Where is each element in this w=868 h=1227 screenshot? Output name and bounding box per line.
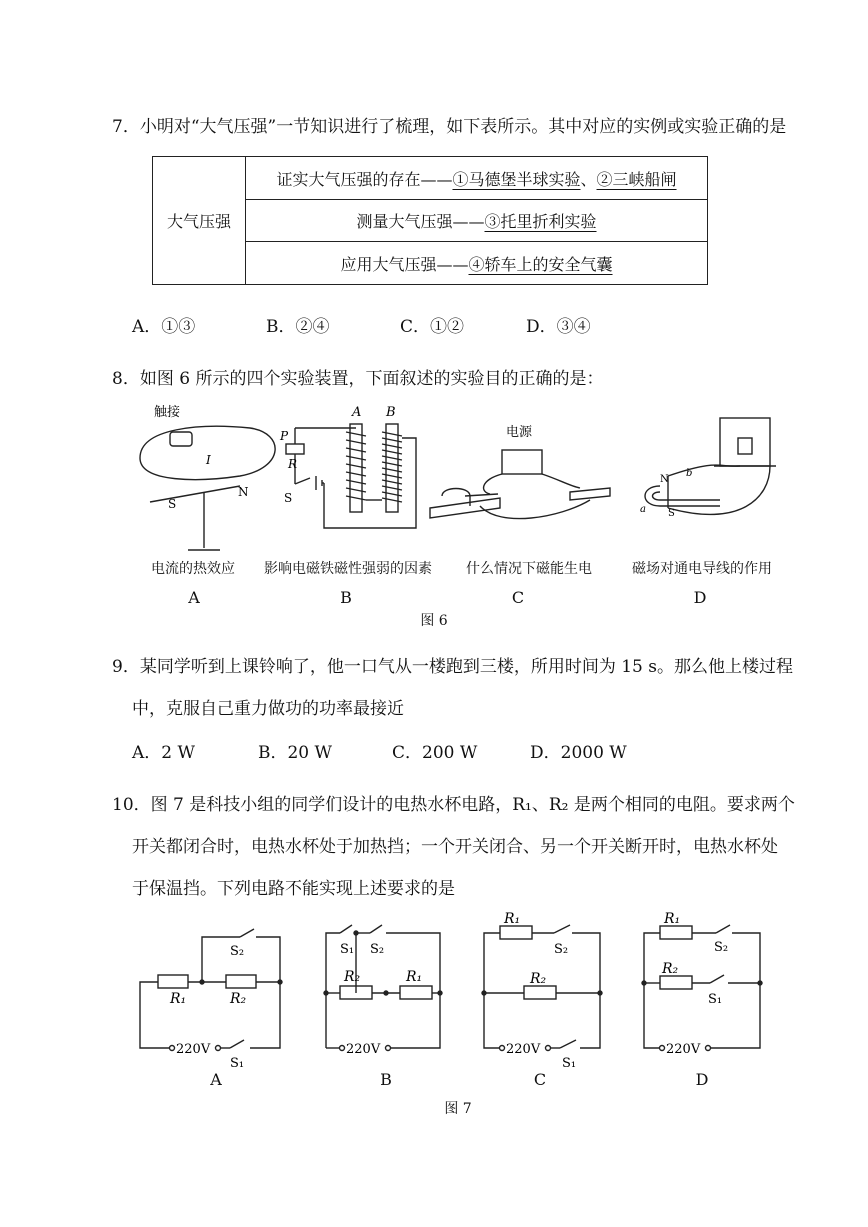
circuit-a-r1-label: R₁ [170, 991, 187, 1007]
circuit-a-r2-label: R₂ [230, 991, 247, 1007]
fig6-c-drawing [430, 450, 610, 519]
q10-line2: 开关都闭合时，电热水杯处于加热挡；一个开关闭合、另一个开关断开时，电热水杯处 [132, 837, 778, 857]
figure-6-illustrations [120, 398, 800, 558]
circuit-a-s2-label: S₂ [230, 944, 245, 959]
q9-line1: 9．某同学听到上课铃响了，他一口气从一楼跑到三楼，所用时间为 15 s。那么他上楼过程 [112, 657, 793, 677]
fig6-a-i-label: I [206, 453, 211, 467]
circuit-a-voltage-label: 220V [176, 1042, 211, 1057]
figure-7-label: 图 7 [444, 1101, 472, 1117]
fig6-caption-d: 磁场对通电导线的作用 [632, 561, 772, 577]
q8-stem: 8．如图 6 所示的四个实验装置，下面叙述的实验目的正确的是： [112, 369, 604, 389]
fig6-b-p-label: P [280, 429, 289, 443]
circuit-a [140, 929, 282, 1051]
circuit-d-voltage-label: 220V [666, 1042, 701, 1057]
q9-option-b[interactable]: B．20 W [258, 743, 333, 763]
fig6-c-power-label: 电源 [506, 425, 533, 440]
fig6-caption-a: 电流的热效应 [151, 561, 235, 577]
circuit-c-r1-label: R₁ [504, 911, 521, 927]
figure-7-circuits [130, 905, 780, 1070]
q7-row2-item: ③托里折利实验 [484, 212, 597, 231]
fig6-a-s-label: S [168, 497, 177, 511]
circuit-c-s1-label: S₁ [562, 1056, 577, 1070]
fig6-d-a-label: a [640, 504, 646, 515]
fig6-d-s-label: S [668, 508, 675, 519]
fig7-letter-c: C [533, 1070, 547, 1089]
fig7-letter-a: A [210, 1070, 222, 1089]
fig6-b-drawing [286, 424, 416, 528]
fig6-a-n-label: N [238, 485, 249, 499]
fig6-b-s-label: S [284, 491, 293, 505]
fig6-letter-b: B [340, 588, 352, 607]
fig6-letter-c: C [511, 588, 525, 607]
fig6-b-a-label: A [352, 405, 362, 420]
circuit-c-voltage-label: 220V [506, 1042, 541, 1057]
q7-option-b[interactable]: B．②④ [266, 317, 330, 337]
q10-line3: 于保温挡。下列电路不能实现上述要求的是 [132, 879, 455, 899]
circuit-d-s2-label: S₂ [714, 940, 729, 955]
q9-line2: 中，克服自己重力做功的功率最接近 [132, 699, 404, 719]
fig6-a-touch-label: 触接 [154, 405, 181, 420]
q7-row2-prefix: 测量大气压强—— [356, 212, 485, 231]
q7-row1-item1: ①马德堡半球实验 [452, 169, 581, 189]
fig6-d-drawing [645, 418, 776, 514]
circuit-d-s1-label: S₁ [708, 992, 723, 1007]
q7-row1 [246, 157, 708, 200]
fig6-letter-d: D [693, 588, 707, 607]
q9-option-d[interactable]: D．2000 W [530, 743, 627, 763]
q10-line1: 10．图 7 是科技小组的同学们设计的电热水杯电路，R₁、R₂ 是两个相同的电阻。要求两个 [112, 795, 795, 815]
fig7-letter-d: D [695, 1070, 709, 1089]
q9-option-a[interactable]: A．2 W [132, 743, 195, 763]
circuit-c-r2-label: R₂ [530, 971, 547, 987]
fig6-d-b-label: b [686, 468, 693, 479]
q7-row3-item: ④轿车上的安全气囊 [468, 254, 613, 274]
circuit-b-s1-label: S₁ [340, 942, 355, 957]
circuit-c [482, 925, 602, 1051]
circuit-b-r1-label: R₁ [406, 969, 423, 985]
q7-row3 [246, 242, 708, 285]
q7-option-d[interactable]: D．③④ [526, 317, 591, 337]
circuit-b-voltage-label: 220V [346, 1042, 381, 1057]
q7-table-head: 大气压强 [153, 157, 246, 285]
circuit-a-s1-label: S₁ [230, 1056, 245, 1070]
circuit-b-r2-label: R₂ [344, 969, 361, 985]
circuit-d [642, 925, 762, 1051]
circuit-c-s2-label: S₂ [554, 942, 569, 957]
circuit-b-s2-label: S₂ [370, 942, 385, 957]
fig6-b-r-label: R [288, 457, 298, 471]
circuit-d-r2-label: R₂ [662, 961, 679, 977]
q7-row1-item2: ②三峡船闸 [596, 169, 677, 189]
q7-option-c[interactable]: C．①② [400, 317, 465, 337]
fig6-d-n-label: N [660, 474, 669, 485]
circuit-d-r1-label: R₁ [664, 911, 681, 927]
q7-table [152, 156, 708, 285]
fig7-letter-b: B [380, 1070, 392, 1089]
q7-option-a[interactable]: A．①③ [132, 317, 196, 337]
q7-row3-prefix: 应用大气压强—— [340, 254, 469, 274]
fig6-caption-b: 影响电磁铁磁性强弱的因素 [264, 561, 432, 577]
figure-6-label: 图 6 [420, 613, 448, 629]
q7-stem: 7．小明对“大气压强”一节知识进行了梳理，如下表所示。其中对应的实例或实验正确的是 [112, 117, 787, 137]
q7-row1-sep: 、 [580, 169, 597, 189]
fig6-b-b-label: B [386, 405, 396, 420]
q7-row2 [246, 200, 708, 242]
fig6-letter-a: A [188, 588, 200, 607]
fig6-a-drawing [140, 426, 275, 550]
q9-option-c[interactable]: C．200 W [392, 743, 478, 763]
q7-row1-prefix: 证实大气压强的存在—— [276, 169, 453, 189]
fig6-caption-c: 什么情况下磁能生电 [466, 561, 592, 577]
